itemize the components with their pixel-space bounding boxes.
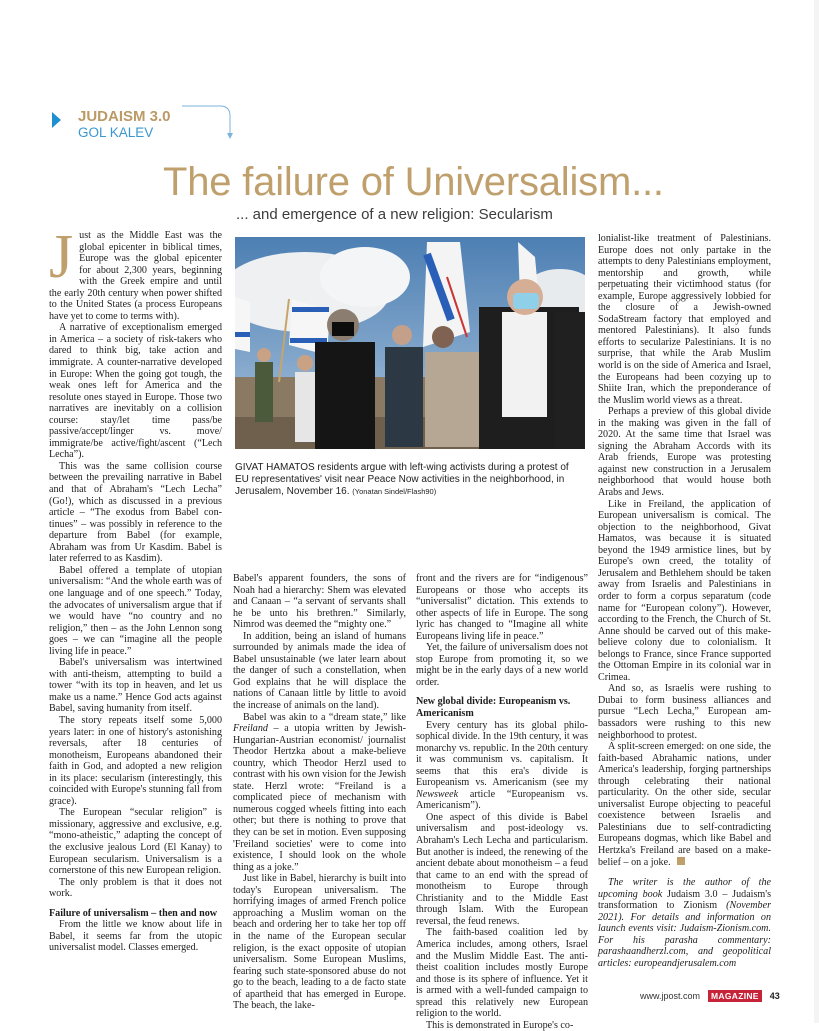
paragraph: One aspect of this divide is Babel universalism and post-ideology vs. Abraham's Lech Lecha and particularism. But another is indeed, the renewing of the ancient debate about monotheism – a feud that came to an end with the spread of monotheism to Europe through Christianity and to the Middle East through Islam. With the European reversal, the feud renews.: [416, 811, 588, 927]
curved-arrow-icon: [180, 102, 244, 142]
paragraph: This was the same collision course between the prevailing narrative in Babel and that of Abraham's “Lech Lecha” (Go!), which as discussed in a previous article – “The exodus from Babel continues” – was possibly in reference to the departure from Babel (for example, Abraham was from Ur Kasdim. Babel is later referred to as Kasdim).: [49, 460, 222, 565]
protest-photo-illustration: [235, 237, 585, 449]
column-3: [416, 573, 588, 1031]
paragraph: In addition, being an island of humans surrounded by animals made the idea of Babel unsustainable (we later learn about the danger of such a constellation, when God explains that he will displace the nations of Canaan little by little to avoid the increase of animals on the land).: [233, 630, 406, 712]
paragraph-text: Babel was akin to a “dream state,” like: [243, 711, 406, 723]
paragraph: Babel offered a template of utopian universalism: “And the whole earth was of one language and of one speech.” Today, the advocates of universalism argue that if we would have “no country and no religion,” then – as the John Lennon song goes – we can “imagine all the people living life in peace.”: [49, 564, 222, 657]
paragraph: Yet, the failure of universalism does not stop Europe from promoting it, so we might be in the early days of a new world order.: [416, 642, 588, 688]
italic-title: Freiland: [233, 723, 268, 735]
photo-caption: [235, 462, 585, 498]
paragraph: The story repeats itself some 5,000 years later: in one of history's astonishing reversals, after 18 centuries of monotheism, Europeans abandoned their faith in God, and adopted a new religion in its place: secularism (interestingly, this coincided with Europe's stunning fall from grace).: [49, 714, 222, 807]
paragraph: A narrative of exceptionalism emerged in America – a society of risk-takers who dared to think big, take action and immigrate. A counter-narrative developed in Europe: When the going got tough, the weak ones left for America and the resolute ones stayed in Europe. Those two narratives are inevitably on a collision course: stay/let time pass/be passive/accept/linger vs. move/ immigrate/be active/fight/ascent (“Lech Lecha”).: [49, 322, 222, 461]
paragraph-text: article “Europeanism vs. Americanism”).: [416, 788, 588, 812]
note-text: The writer is the author of the upcoming book: [598, 877, 771, 900]
author-note: [598, 877, 771, 969]
website-link[interactable]: www.jpost.com: [640, 991, 701, 1001]
page-edge: [814, 0, 819, 1023]
caption-text: GIVAT HAMATOS residents argue with left-wing activists during a protest of EU representatives' visit near Peace Now activities in the neighborhood, in Jerusalem, November 16.: [235, 462, 569, 497]
book-title: Judaism 3.0 – Judaism's transformation to Zionism: [598, 888, 771, 912]
photo-credit: (Yonatan Sindel/Flash90): [352, 487, 437, 496]
magazine-logo: MAGAZINE: [708, 990, 762, 1002]
section-kicker: JUDAISM 3.0: [78, 108, 171, 125]
paragraph: front and the rivers are for “indigenous” Europeans or those who accepts its “universalist” dictation. This extends to other aspects of life in Europe. The song lyric has changed to “Imagine all white Europeans living life in peace.”: [416, 573, 588, 642]
paragraph: [416, 720, 588, 812]
column-1: [49, 223, 222, 954]
subheading: New global divide: Europeanism vs. Americanism: [416, 696, 571, 720]
paragraph: From the little we know about life in Babel, it seems far from the utopic universalist model. Classes emerged.: [49, 919, 222, 954]
column-2: [233, 573, 406, 1012]
paragraph: The only problem is that it does not work.: [49, 876, 222, 900]
column-4: [598, 233, 771, 969]
author-byline: GOL KALEV: [78, 125, 154, 140]
paragraph: The European “secular religion” is missionary, aggressive and exclusive, e.g. “mono-atheistic,” adapting the concept of the exclusive jealous Lord (El Kanay) to European secularism. Universalism is a cornerstone of this new European religion.: [49, 807, 222, 877]
paragraph: lonialist-like treatment of Palestinians. Europe does not only partake in the attempts to deny Palestinians employment, mentorship and growth, while perpetuating their victimhood status (for example, Europe aggressively lobbied for the closure of a Jewish-owned SodaStream factory that employed and mentored Palestinians). It also funds efforts to secularize Palestinians. It is no surprise, that while the Arab Muslim world is on the side of America and Israel, the Europeans had been cozying up to Shiite Iran, which the preponderance of the Muslim world views as a threat.: [598, 233, 771, 406]
paragraph: Like in Freiland, the application of European universalism is comical. The objection to the neighborhood, Givat Hamatos, was because it is situated beyond the 1949 armistice lines, but by Europe's own creed, the totality of Jerusalem and Bethlehem should be taken away from Israelis and Palestinians in order to form a corpus separatum (code name for “European colony”). However, according to the French, the Church of St. Anne should be carved out of this make-believe colony due to colonialism. It belongs to France, since France supported the Ottoman Empire in its colonial war in Crimea.: [598, 498, 771, 683]
paragraph: Just like in Babel, hierarchy is built into today's European universalism. The horrifying images of armed French police approaching a Muslim woman on the beach and ordering her to take her top off in the name of the European secular religion, is the exact opposite of utopian universalism. Some European Muslims, fearing such state-sponsored abuse do not go to the beach, leading to a de facto state of apartheid that has emerged in Europe. The beach, the lake-: [233, 873, 406, 1012]
paragraph: Babel's apparent founders, the sons of Noah had a hierarchy: Shem was elevated and Canaan – “a servant of servants shall he be unto his brethren.” Similarly, Nimrod was deemed the “mighty one.”: [233, 573, 406, 631]
article-title: The failure of Universalism...: [163, 160, 664, 204]
italic-title: Newsweek: [416, 788, 459, 800]
article-photo: [235, 237, 585, 449]
drop-cap: J: [49, 223, 74, 291]
paragraph: [49, 223, 222, 322]
triangle-marker-icon: [52, 112, 61, 128]
paragraph: The faith-based coalition led by America includes, among others, Israel and the Muslim Middle East. The anti-theist coalition includes mostly Europe and those is its sphere of influence. Yet it is armed with a well-funded campaign to spread this relatively new European religion to the world.: [416, 927, 588, 1020]
paragraph: Perhaps a preview of this global divide in the making was given in the fall of 2020. At the same time that Israel was signing the Abraham Accords with its Arab friends, Europe was protesting against new construction in a Jerusalem neighborhood that would house both Arabs and Jews.: [598, 406, 771, 499]
paragraph: [233, 712, 406, 874]
paragraph-text: – a utopia written by Jewish-Hungarian-Austrian economist/ journalist Theodor Hertzka about a make-believe country, which Theodor Herzl used to contrast with his own vision for the Jewish state. Herzl wrote: “Freiland is a complicated piece of mechanism with numerous cogged wheels fitting into each other; but there is nothing to prove that they can be set in motion. Even supposing 'Freiland societies' were to come into existence, I should look on the whole thing as a joke.”: [233, 723, 406, 873]
page-number: 43: [769, 991, 780, 1001]
end-mark-icon: [677, 857, 685, 865]
paragraph-text: ust as the Middle East was the global epicenter in biblical times, Europe was the global epicenter for about 2,300 years, beginning with the Greek empire and until the early 20th century when power shifted to the United States (a process Europeans have yet to come to terms with).: [49, 230, 222, 322]
paragraph: And so, as Israelis were rushing to Dubai to form business alliances and pursue “Lech Lecha,” European ambassadors were rushing to this new neighborhood to protest.: [598, 683, 771, 741]
note-text: (November 2021). For details and information on launch events visit: Judaism-Zionism.com. For his parasha commentary: parashaandherzl.com, and geopolitical articles: europeandjerusalem.com: [598, 900, 771, 969]
paragraph: This is demonstrated in Europe's co-: [426, 1019, 574, 1031]
paragraph-text: Every century has its global philosophical divide. In the 19th century, it was monarchy vs. republic. In the 20th century it was communism vs. capitalism. It seems that this era's divide is Europeanism vs. Americanism (see my: [416, 719, 588, 789]
paragraph: Babel's universalism was intertwined with anti-theism, attempting to build a tower “with its top in heaven, and let us make us a name.” Hence God acts against Babel, saving humanity from itself.: [49, 657, 222, 715]
paragraph: [598, 741, 771, 868]
subheading: Failure of universalism – then and now: [49, 907, 218, 919]
page-footer: [640, 990, 780, 1002]
paragraph-text: A split-screen emerged: on one side, the faith-based Abrahamic nations, under America's leadership, forging partnerships through celebrating their national particularity. On the other side, secular universalist Europe objecting to peaceful coexistence between Israelis and Palestinians due to self-contradicting Europeans dogmas, which like Babel and Hertzka's Freiland are based on a make-belief – on a joke.: [598, 741, 771, 868]
article-subtitle: ... and emergence of a new religion: Secularism: [236, 206, 553, 223]
